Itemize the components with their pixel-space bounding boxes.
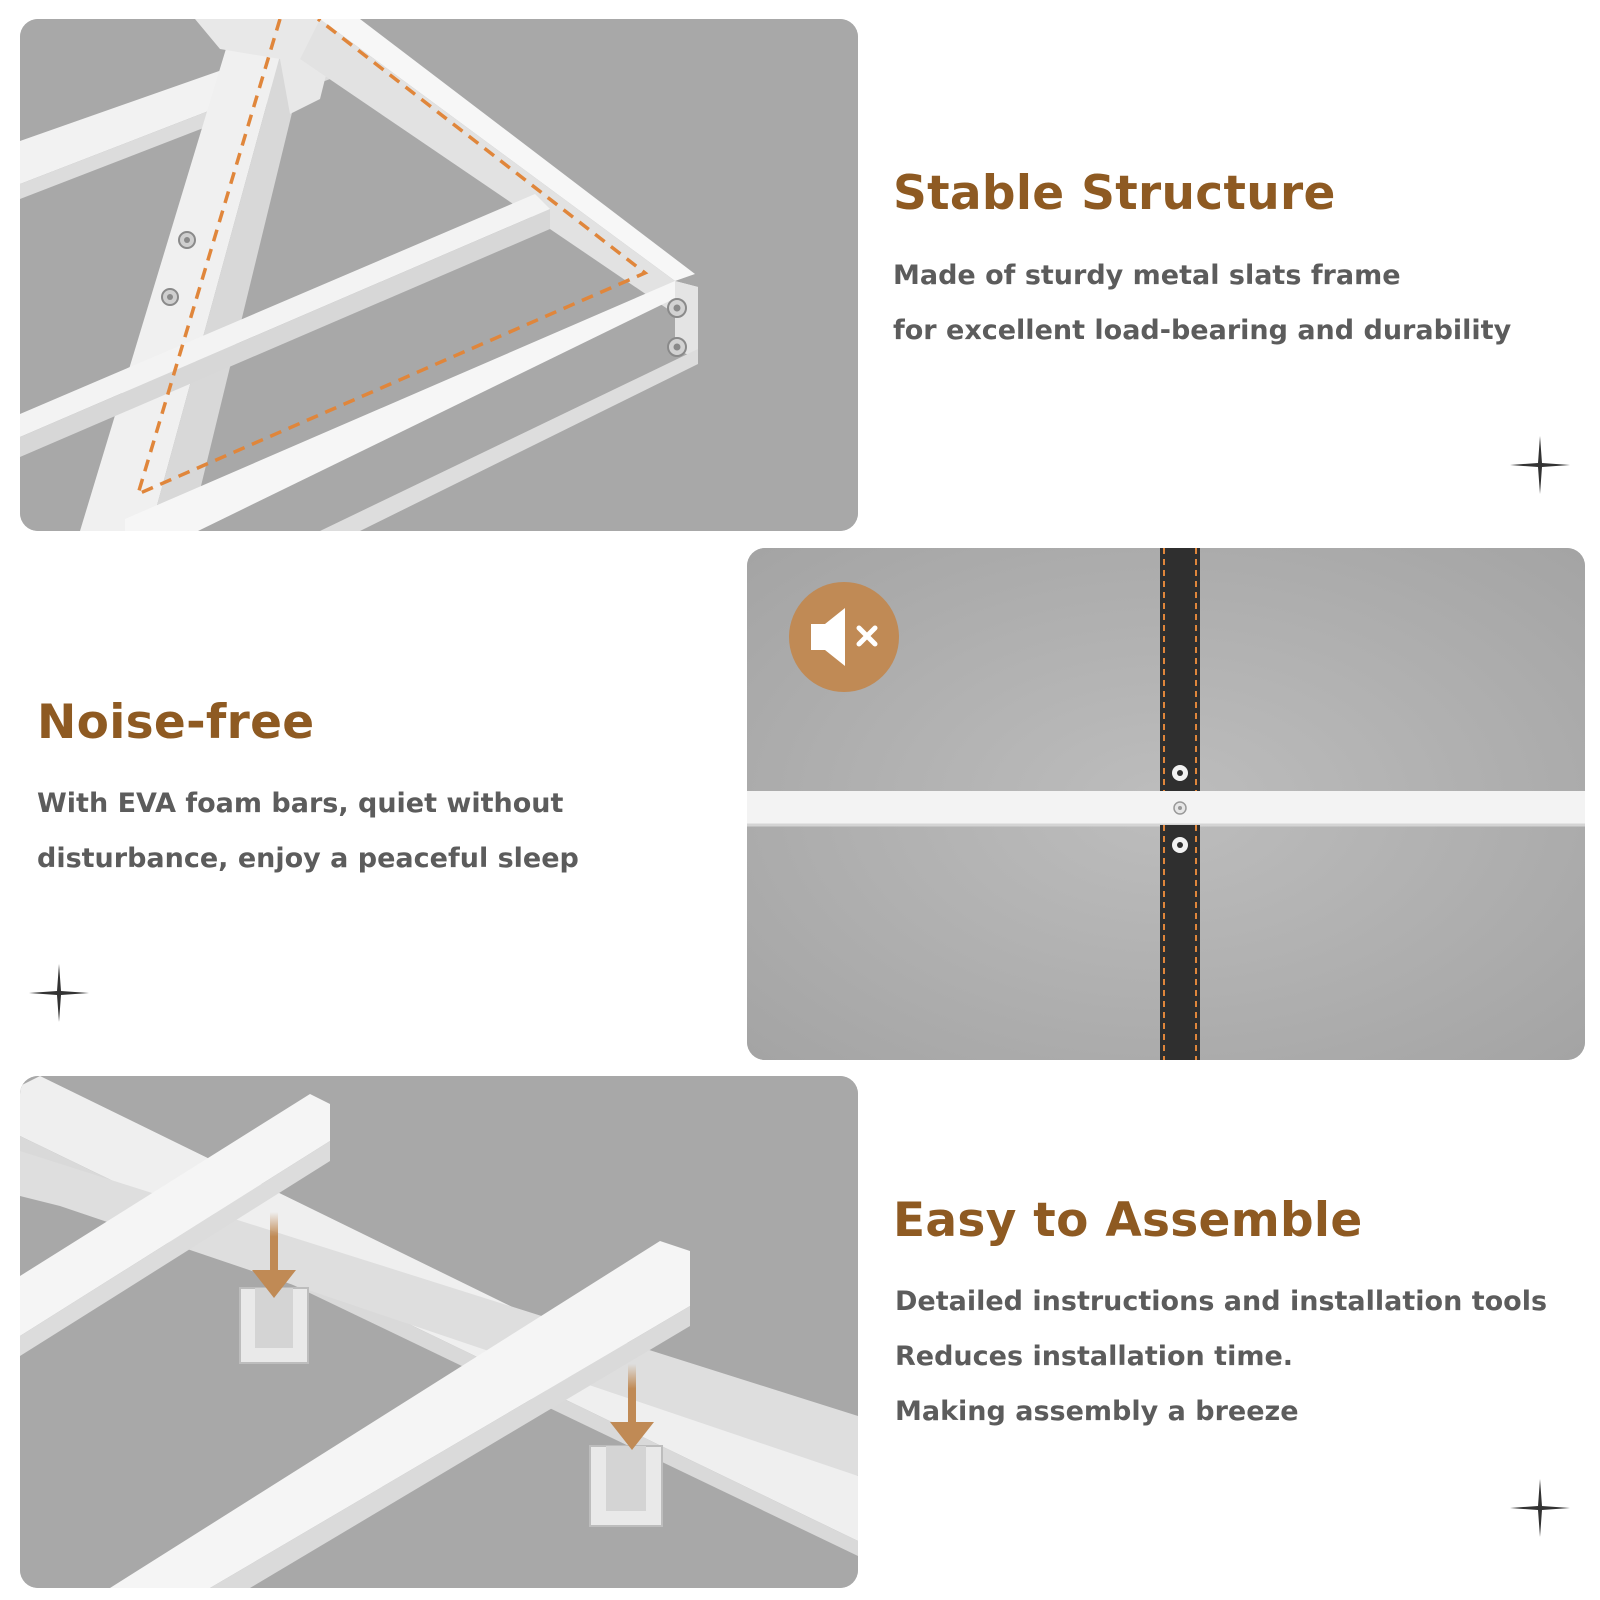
description-line: Reduces installation time. (895, 1341, 1294, 1372)
easy-assemble-image (20, 1076, 858, 1588)
slat-bracket-illustration (20, 1076, 858, 1588)
description-line: for excellent load-bearing and durability (893, 315, 1512, 346)
easy-assemble-description (895, 1274, 1547, 1439)
stable-structure-image (20, 19, 858, 531)
stable-structure-description (893, 248, 1511, 358)
description-line: Making assembly a breeze (895, 1396, 1299, 1427)
noise-free-image (747, 548, 1585, 1060)
description-line: Detailed instructions and installation tools (895, 1286, 1548, 1317)
speaker-muted-icon (789, 582, 899, 692)
easy-assemble-title: Easy to Assemble (893, 1193, 1363, 1248)
stable-structure-title: Stable Structure (893, 166, 1336, 221)
description-line: Made of sturdy metal slats frame (893, 260, 1401, 291)
bed-frame-corner-illustration (20, 19, 858, 531)
arrow-down-icon (608, 1364, 656, 1450)
noise-free-description (37, 776, 579, 886)
description-line: With EVA foam bars, quiet without (37, 788, 564, 819)
sparkle-divider-icon (1265, 1477, 1575, 1539)
arrow-down-icon (250, 1212, 298, 1298)
noise-free-title: Noise-free (37, 695, 315, 750)
sparkle-divider-icon (26, 962, 336, 1024)
sparkle-divider-icon (1265, 434, 1575, 496)
description-line: disturbance, enjoy a peaceful sleep (37, 843, 579, 874)
